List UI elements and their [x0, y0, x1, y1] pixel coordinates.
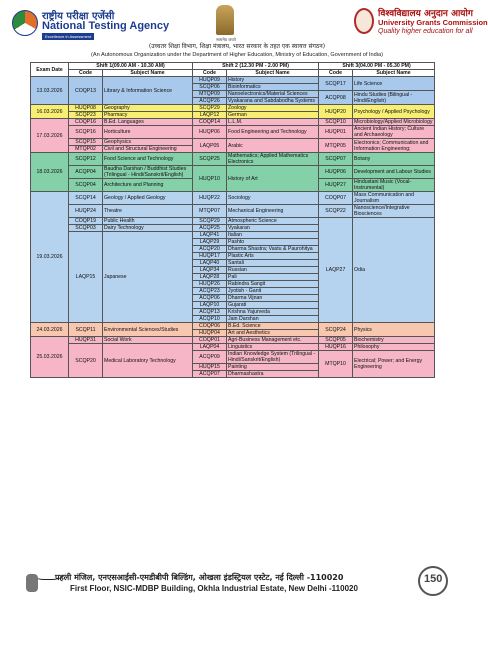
subject-code: LAQP15 [69, 232, 103, 323]
subject-code: HUQP15 [193, 364, 227, 371]
subject-name: Painting [227, 364, 319, 371]
subject-name: Life Science [353, 77, 435, 91]
subject-name: Nanoelectronics/Material Sciences [227, 91, 319, 98]
header-subject: Subject Name [227, 70, 319, 77]
subject-code: SCQP12 [69, 153, 103, 166]
subject-name: Mathematics; Applied Mathematics Electronics [227, 153, 319, 166]
subject-name: Pharmacy [103, 112, 193, 119]
subject-code: HUQP24 [69, 205, 103, 218]
subject-name: Dharmashastra [227, 371, 319, 378]
ugc-name-english: University Grants Commission [378, 18, 488, 27]
subject-name: Jain Darshan [227, 316, 319, 323]
subject-code: SCQP15 [69, 139, 103, 146]
subject-code: SCQP29 [193, 218, 227, 225]
subject-name: Dairy Technology [103, 225, 193, 232]
subject-code: LAQP34 [193, 267, 227, 274]
subject-name: Food Science and Technology [103, 153, 193, 166]
subject-name: L.L.M. [227, 119, 319, 126]
subject-code: HUQP22 [193, 192, 227, 205]
subtitle-english: (An Autonomous Organization under the Department of Higher Education, Ministry of Education, Government of India) [91, 52, 383, 58]
subject-code: COQP14 [193, 119, 227, 126]
subject-name: Biochemistry [353, 337, 435, 344]
subject-code: SCQP11 [69, 323, 103, 337]
subject-name: Library & Information Science [103, 77, 193, 105]
subject-code: SCQP24 [319, 323, 353, 337]
exam-date: 24.03.2026 [31, 323, 69, 337]
subject-code: ACQP09 [193, 351, 227, 364]
ugc-logo-icon [354, 8, 374, 34]
nta-tagline: Excellence in Assessment [42, 33, 94, 40]
subject-code: SCQP04 [69, 179, 103, 192]
table-row [31, 77, 435, 84]
subject-name: Geophysics [103, 139, 193, 146]
subject-name: Italian [227, 232, 319, 239]
subject-name: Linguistics [227, 344, 319, 351]
header-exam-date: Exam Date [31, 63, 69, 77]
subject-code: SCQP17 [319, 77, 353, 91]
subject-name: Japanese [103, 232, 193, 323]
subject-name: Public Health [103, 218, 193, 225]
subject-code: COQP13 [69, 77, 103, 105]
subject-name: Gujarati [227, 302, 319, 309]
subject-code: COQP16 [69, 119, 103, 126]
subject-name: Civil and Structural Engineering [103, 146, 193, 153]
subject-code: LAQP05 [193, 139, 227, 153]
subject-name: Sociology [227, 192, 319, 205]
subject-code: SCQP05 [319, 337, 353, 344]
subject-name: Social Work [103, 337, 193, 344]
emblem-caption: सत्यमेव जयते [216, 37, 236, 42]
header-shift-3: Shift 3(04.00 PM - 05.30 PM) [319, 63, 435, 70]
subject-code: ACQP07 [193, 371, 227, 378]
exam-date: 17.03.2026 [31, 119, 69, 153]
subject-code: SCQP22 [319, 205, 353, 218]
subject-name: Pali [227, 274, 319, 281]
header-code: Code [319, 70, 353, 77]
subject-code: LAQP41 [193, 232, 227, 239]
header-subject: Subject Name [353, 70, 435, 77]
subject-code: ACQP06 [193, 295, 227, 302]
table-row [31, 119, 435, 126]
subject-code: SCQP03 [69, 225, 103, 232]
subject-name: History of Art [227, 166, 319, 192]
subject-name: History [227, 77, 319, 84]
subject-code: SCQP10 [319, 119, 353, 126]
subject-name: Environmental Sciences/Studies [103, 323, 193, 337]
subject-code: HUQP10 [193, 166, 227, 192]
subject-name: Hindustani Music (Vocal-Instrumental) [353, 179, 435, 192]
subtitle-hindi: (उच्चतर शिक्षा विभाग, शिक्षा मंत्रालय, भारत सरकार के तहत एक स्वायत्त संगठन) [148, 43, 326, 50]
subject-code: HUQP17 [193, 253, 227, 260]
subject-name: Electrical; Power; and Energy Engineering [353, 351, 435, 378]
subject-name: Mechanical Engineering [227, 205, 319, 218]
header-subject: Subject Name [103, 70, 193, 77]
subject-name: B.Ed. Languages [103, 119, 193, 126]
subject-name: Development and Labour Studies [353, 166, 435, 179]
subject-name: Krishna Yajurveda [227, 309, 319, 316]
subject-code: MTQP10 [319, 351, 353, 378]
header-shift-2: Shift 2 (12.30 PM - 2.00 PM) [193, 63, 319, 70]
subject-name: Agri-Business Management etc. [227, 337, 319, 344]
page-header [0, 0, 488, 60]
subject-code: ACQP20 [193, 246, 227, 253]
subject-name: Electronics; Communication and Information Engineering; [353, 139, 435, 153]
subject-code: LAQP04 [193, 344, 227, 351]
subject-name: Arabic [227, 139, 319, 153]
table-row [31, 153, 435, 166]
subject-name: Medical Laboratory Technology [103, 344, 193, 378]
subject-name: Odia [353, 218, 435, 323]
subject-code: ACQP13 [193, 309, 227, 316]
subject-name: Philosophy [353, 344, 435, 351]
subject-name: Indian Knowledge System (Trilingual - Hindi/Sanskrit/English) [227, 351, 319, 364]
subject-code: HUQP06 [319, 166, 353, 179]
ugc-name-hindi: विश्वविद्यालय अनुदान आयोग [378, 9, 473, 19]
table-row [31, 105, 435, 112]
header-code: Code [69, 70, 103, 77]
table-row [31, 323, 435, 330]
subject-code: SCQP14 [69, 192, 103, 205]
subject-name: B.Ed. Science [227, 323, 319, 330]
subject-code: ACQP10 [193, 316, 227, 323]
subject-code: HUQP06 [193, 126, 227, 139]
subject-code: SCQP06 [193, 84, 227, 91]
table-row [31, 166, 435, 179]
exam-date: 18.03.2026 [31, 153, 69, 192]
subject-code: SCQP25 [193, 153, 227, 166]
exam-date: 13.03.2026 [31, 77, 69, 105]
subject-code: HUQP04 [193, 330, 227, 337]
subject-code: LAQP28 [193, 274, 227, 281]
subject-name: Geology / Applied Geology [103, 192, 193, 205]
subject-name: Physics [353, 323, 435, 337]
exam-date: 19.03.2026 [31, 192, 69, 323]
subject-code: HUQP26 [193, 281, 227, 288]
subject-code: ACQP08 [319, 91, 353, 105]
subject-name: Zoology [227, 105, 319, 112]
nta-name-english: National Testing Agency [42, 20, 170, 32]
subject-code: COQP07 [319, 192, 353, 205]
subject-name: Food Engineering and Technology [227, 126, 319, 139]
subject-name: Architecture and Planning [103, 179, 193, 192]
subject-name: Baudha Darshan / Buddhist Studies (Trilingual - Hindi/Sanskrit/English) [103, 166, 193, 179]
address-hindi: पहली मंजिल, एनएसआईसी-एमडीबीपी बिल्डिंग, ओखला इंडस्ट्रियल एस्टेट, नई दिल्ली -110020 [55, 573, 344, 582]
subject-name: Rabindra Sangit [227, 281, 319, 288]
subject-code: MTQP02 [69, 146, 103, 153]
national-emblem-icon [216, 5, 234, 35]
subject-code: SCQP16 [69, 126, 103, 139]
subject-code: LAQP29 [193, 239, 227, 246]
table-row [31, 337, 435, 344]
page-footer [0, 560, 474, 670]
table-row [31, 126, 435, 139]
subject-name: Microbiology/Applied Microbiology [353, 119, 435, 126]
subject-code: HUQP16 [319, 344, 353, 351]
anniversary-number: 150 [424, 573, 443, 585]
subject-name: Jyotish - Ganit [227, 288, 319, 295]
table-row [31, 218, 435, 225]
subject-name: Vyakaran [227, 225, 319, 232]
subject-name: Santali [227, 260, 319, 267]
subject-name: Theatre [103, 205, 193, 218]
table-row [31, 139, 435, 146]
nta-name-hindi: राष्ट्रीय परीक्षा एजेंसी [42, 11, 115, 22]
subject-name: Botany [353, 153, 435, 166]
subject-code: LAQP12 [193, 112, 227, 119]
subject-code: MTQP05 [319, 139, 353, 153]
subject-code: LAQP27 [319, 218, 353, 323]
subject-code: ACQP25 [193, 225, 227, 232]
subject-name: Horticulture [103, 126, 193, 139]
subject-code: COQP19 [69, 218, 103, 225]
subject-name: Atmospheric Science [227, 218, 319, 225]
address-english: First Floor, NSIC-MDBP Building, Okhla Industrial Estate, New Delhi -110020 [70, 584, 358, 593]
subject-name: Plastic Arts [227, 253, 319, 260]
subject-name: Geography [103, 105, 193, 112]
subject-name: Art and Aesthetics [227, 330, 319, 337]
header-code: Code [193, 70, 227, 77]
table-row [31, 205, 435, 218]
subject-name: Vyakarana and Sabdabodha Systems [227, 98, 319, 105]
subject-code: SCQP20 [69, 344, 103, 378]
subject-code: LAQP10 [193, 302, 227, 309]
table-row [31, 344, 435, 351]
subject-name: Russian [227, 267, 319, 274]
subject-code: MTQP07 [193, 205, 227, 218]
exam-date: 16.03.2026 [31, 105, 69, 119]
header-shift-1: Shift 1(09.00 AM - 10.30 AM) [69, 63, 193, 70]
subject-code: SCQP07 [319, 153, 353, 166]
exam-date: 25.03.2026 [31, 337, 69, 378]
subject-name: Pashto [227, 239, 319, 246]
subject-name: Dharma Vijnan [227, 295, 319, 302]
subject-name: German [227, 112, 319, 119]
subject-name: Psychology / Applied Psychology [353, 105, 435, 119]
subject-code: COQP01 [193, 337, 227, 344]
subject-code: ACQP04 [69, 166, 103, 179]
subject-code: MTQP09 [193, 91, 227, 98]
subject-name: Mass Communication and Journalism [353, 192, 435, 205]
subject-name: Nanoscience/Integrative Biosciences [353, 205, 435, 218]
subject-code: HUQP20 [319, 105, 353, 119]
subject-code: SCQP23 [69, 112, 103, 119]
subject-name: Ancient Indian History; Culture and Archaeology [353, 126, 435, 139]
subject-code: HUQP09 [193, 77, 227, 84]
subject-code: ACQP23 [193, 288, 227, 295]
subject-code: LAQP40 [193, 260, 227, 267]
subject-code: COQP06 [193, 323, 227, 330]
ugc-quote: Quality higher education for all [378, 28, 473, 35]
exam-schedule-table [30, 62, 434, 378]
subject-code: ACQP26 [193, 98, 227, 105]
subject-code: HUQP27 [319, 179, 353, 192]
subject-code: SCQP29 [193, 105, 227, 112]
subject-code: HUQP01 [319, 126, 353, 139]
nta-logo-icon [12, 10, 38, 36]
table-row [31, 192, 435, 205]
subject-name: Hindu Studies (Bilingual - Hindi/English) [353, 91, 435, 105]
subject-code: HUQP08 [69, 105, 103, 112]
footer-emblem-icon [26, 574, 38, 592]
subject-name: Dharma Shastra; Vastu & Paurohitya [227, 246, 319, 253]
subject-code: HUQP31 [69, 337, 103, 344]
subject-name: Bioinformatics [227, 84, 319, 91]
